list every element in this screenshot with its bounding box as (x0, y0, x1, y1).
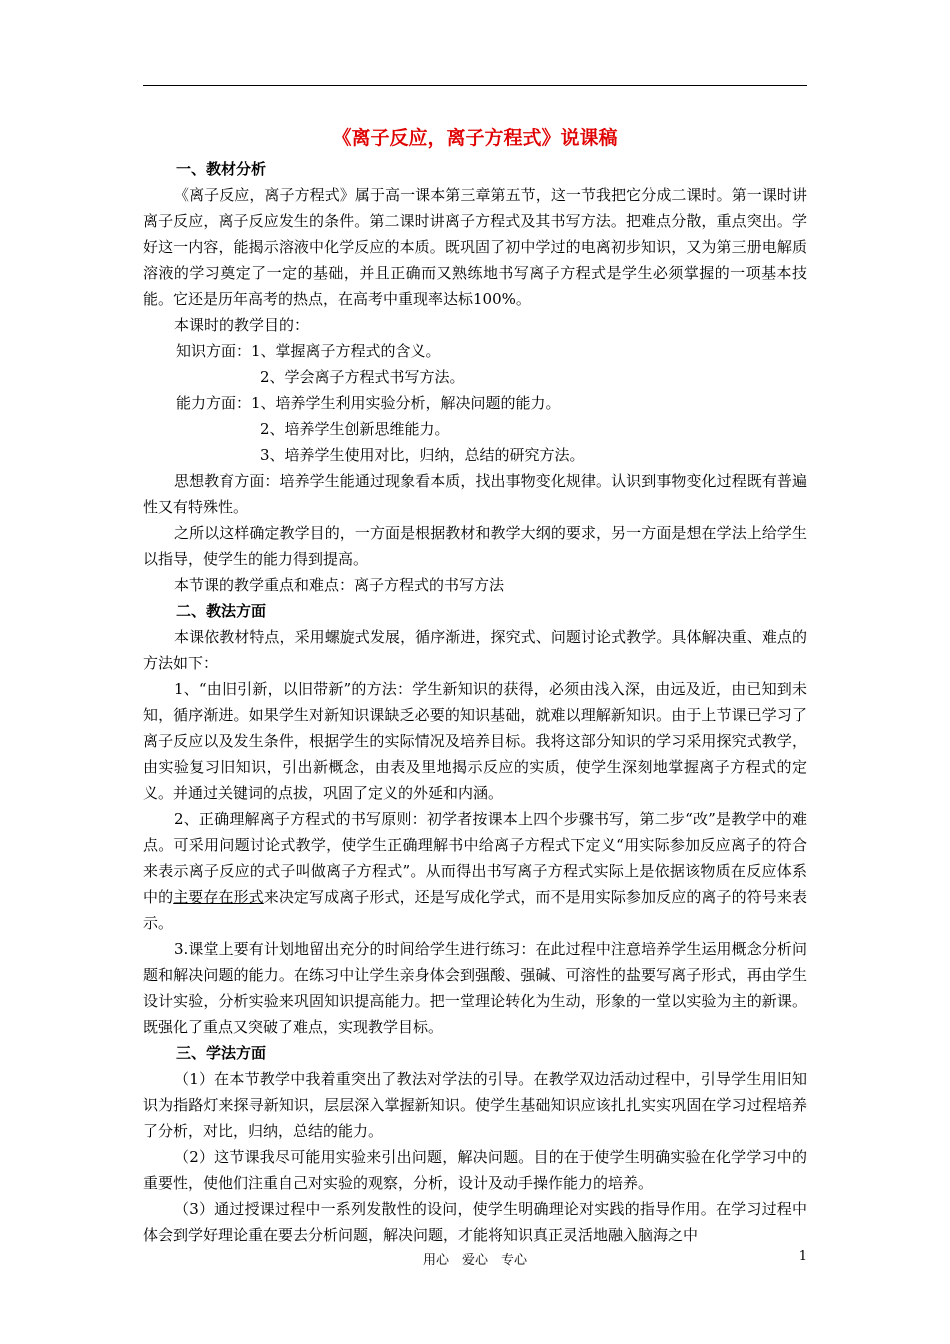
footer-motto: 用心 爱心 专心 (422, 1253, 527, 1268)
underlined-phrase: 主要存在形式 (173, 888, 264, 906)
method-2-text-a: 2、正确理解离子方程式的书写原则：初学者按课本上四个步骤书写，第二步“改”是教学中的难点。可采用问题讨论式教学，使学生正确理解书中给离子方程式下定义“用实际参加反应离子的符合来表示离子反应的式子叫做离子方程式”。从而得出书写离子方程式实际上是依据该物质在反应体系中的 (143, 810, 807, 906)
paragraph-method-2 (143, 806, 807, 936)
section-heading-learning-methods: 三、学法方面 (176, 1044, 267, 1062)
ability-aim-1: 能力方面：1、培养学生利用实验分析，解决问题的能力。 (176, 394, 561, 412)
paragraph-learning-3: （3）通过授课过程中一系列发散性的设问，使学生明确理论对实践的指导作用。在学习过程中体会到学好理论重在要去分析问题，解决问题，才能将知识真正灵活地融入脑海之中 (143, 1200, 807, 1244)
document-title: 《离子反应，离子方程式》说课稿 (332, 127, 618, 149)
aims-intro: 本课时的教学目的： (174, 316, 310, 334)
paragraph-learning-1: （1）在本节教学中我着重突出了教法对学法的引导。在教学双边活动过程中，引导学生用旧知识为指路灯来探寻新知识，层层深入掌握新知识。使学生基础知识应该扎扎实实巩固在学习过程培养了分析，对比，归纳，总结的能力。 (143, 1070, 807, 1140)
knowledge-aim-1: 知识方面：1、掌握离子方程式的含义。 (176, 342, 441, 360)
ability-aim-3: 3、培养学生使用对比，归纳，总结的研究方法。 (260, 446, 585, 464)
paragraph-ideology-aim: 思想教育方面：培养学生能通过现象看本质，找出事物变化规律。认识到事物变化过程既有普遍性又有特殊性。 (143, 472, 807, 516)
header-rule (143, 85, 807, 86)
paragraph-key-points: 本节课的教学重点和难点：离子方程式的书写方法 (174, 576, 505, 594)
paragraph-textbook-analysis: 《离子反应，离子方程式》属于高一课本第三章第五节，这一节我把它分成二课时。第一课时讲离子反应，离子反应发生的条件。第二课时讲离子方程式及其书写方法。把难点分散，重点突出。学好这一内容，能揭示溶液中化学反应的本质。既巩固了初中学过的电离初步知识，又为第三册电解质溶液的学习奠定了一定的基础，并且正确而又熟练地书写离子方程式是学生必须掌握的一项基本技能。它还是历年高考的热点，在高考中重现率达标100%。 (143, 186, 807, 308)
paragraph-method-3: 3.课堂上要有计划地留出充分的时间给学生进行练习：在此过程中注意培养学生运用概念分析问题和解决问题的能力。在练习中让学生亲身体会到强酸、强碱、可溶性的盐要写离子形式，再由学生设计实验，分析实验来巩固知识提高能力。把一堂理论转化为生动，形象的一堂以实验为主的新课。既强化了重点又突破了难点，实现教学目标。 (143, 940, 807, 1036)
knowledge-aim-2: 2、学会离子方程式书写方法。 (260, 368, 465, 386)
ability-aim-2: 2、培养学生创新思维能力。 (260, 420, 450, 438)
paragraph-aim-reason: 之所以这样确定教学目的，一方面是根据教材和教学大纲的要求，另一方面是想在学法上给学生以指导，使学生的能力得到提高。 (143, 524, 807, 568)
section-heading-textbook-analysis: 一、教材分析 (176, 160, 267, 178)
paragraph-methods-intro: 本课依教材特点，采用螺旋式发展，循序渐进，探究式、问题讨论式教学。具体解决重、难点的方法如下： (143, 628, 807, 672)
method-2-text-b: 来决定写成离子形式，还是写成化学式，而不是用实际参加反应的离子的符号来表示。 (143, 888, 807, 932)
section-heading-teaching-methods: 二、教法方面 (176, 602, 267, 620)
paragraph-learning-2: （2）这节课我尽可能用实验来引出问题，解决问题。目的在于使学生明确实验在化学学习中的重要性，使他们注重自己对实验的观察，分析，设计及动手操作能力的培养。 (143, 1148, 807, 1192)
page-footer (143, 1249, 807, 1269)
page-number: 1 (798, 1249, 807, 1264)
document-body (143, 120, 807, 1248)
paragraph-method-1: 1、“由旧引新，以旧带新”的方法：学生新知识的获得，必须由浅入深，由远及近，由已知到未知，循序渐进。如果学生对新知识课缺乏必要的知识基础，就难以理解新知识。由于上节课已学习了离子反应以及发生条件，根据学生的实际情况及培养目标。我将这部分知识的学习采用探究式教学，由实验复习旧知识，引出新概念，由表及里地揭示反应的实质，使学生深刻地掌握离子方程式的定义。并通过关键词的点拔，巩固了定义的外延和内涵。 (143, 680, 807, 802)
